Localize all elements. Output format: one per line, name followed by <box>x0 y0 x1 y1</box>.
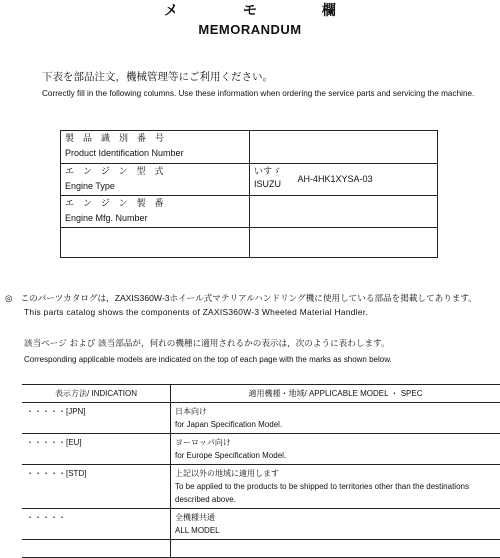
label-en: Engine Mfg. Number <box>65 211 245 225</box>
applicable-model-header: 適用機種・地域/ APPLICABLE MODEL ・ SPEC <box>171 385 500 403</box>
engine-mfg-number-field[interactable] <box>250 196 438 228</box>
engine-type-value: AH-4HK1XYSA-03 <box>298 174 373 184</box>
product-id-field[interactable] <box>250 131 438 164</box>
table-row <box>22 509 500 540</box>
table-row <box>22 434 500 465</box>
table-row <box>22 403 500 434</box>
applicable-model-cell <box>171 509 500 540</box>
label-jp: 製品識別番号 <box>65 133 245 146</box>
table-row <box>61 228 438 258</box>
model-jp: 全機種共通 <box>175 511 496 524</box>
applicable-model-cell <box>171 540 500 558</box>
catalog-note-jp <box>5 292 500 304</box>
indication-mark <box>22 540 171 558</box>
indication-mark: ・・・・・[EU] <box>22 434 171 465</box>
product-identification-table <box>60 130 438 258</box>
model-jp: 日本向け <box>175 405 496 418</box>
engine-maker-jp: いすゞ <box>254 166 281 178</box>
table-row <box>61 196 438 228</box>
engine-maker <box>254 166 281 190</box>
engine-type-cell <box>250 164 438 196</box>
model-jp: ヨーロッパ向け <box>175 436 496 449</box>
blank-field[interactable] <box>250 228 438 258</box>
label-cell <box>61 164 250 196</box>
label-jp: エンジン製番 <box>65 198 245 211</box>
catalog-note-jp-b: ホイール式マテリアルハンドリング機に使用している部品を掲載してあります。 <box>169 294 476 304</box>
model-en: for Europe Specification Model. <box>175 449 496 462</box>
blank-label-cell <box>61 228 250 258</box>
label-cell <box>61 196 250 228</box>
table-row <box>22 465 500 509</box>
model-en: To be applied to the products to be shipped to territories other than the destinations described above. <box>175 480 496 506</box>
label-en: Engine Type <box>65 179 245 193</box>
table-row <box>61 131 438 164</box>
label-en: Product Identification Number <box>65 146 245 160</box>
table-row <box>22 540 500 558</box>
table-header-row <box>22 385 500 403</box>
indication-mark: ・・・・・ <box>22 509 171 540</box>
indication-table <box>22 384 500 558</box>
page-title-jp: メ モ 欄 <box>0 0 500 20</box>
indication-header: 表示方法/ INDICATION <box>22 385 171 403</box>
catalog-note-jp-a: このパーツカタログは， <box>21 294 115 304</box>
model-name: ZAXIS360W-3 <box>115 293 170 303</box>
intro-text-jp: 下表を部品注文，機械管理等にご利用ください。 <box>42 69 273 84</box>
applicable-model-cell <box>171 403 500 434</box>
catalog-note-en: This parts catalog shows the components of ZAXIS360W-3 Wheeled Material Handler. <box>24 307 368 317</box>
applicable-model-cell <box>171 434 500 465</box>
engine-maker-en: ISUZU <box>254 178 281 190</box>
label-cell <box>61 131 250 164</box>
label-jp: エンジン型式 <box>65 166 245 179</box>
double-circle-icon: ◎ <box>5 294 13 304</box>
applicable-model-cell <box>171 465 500 509</box>
indication-mark: ・・・・・[JPN] <box>22 403 171 434</box>
models-note-jp: 該当ページ および 該当部品が，何れの機種に適用されるかの表示は，次のように表わします。 <box>24 337 390 349</box>
model-en: ALL MODEL <box>175 524 496 537</box>
intro-text-en: Correctly fill in the following columns. Use these information when ordering the service parts and servicing the machine. <box>42 87 492 101</box>
indication-mark: ・・・・・[STD] <box>22 465 171 509</box>
model-jp: 上記以外の地域に適用します <box>175 467 496 480</box>
model-en: for Japan Specification Model. <box>175 418 496 431</box>
page-title: MEMORANDUM <box>0 22 500 37</box>
table-row <box>61 164 438 196</box>
models-note-en: Corresponding applicable models are indicated on the top of each page with the marks as shown below. <box>24 355 392 364</box>
